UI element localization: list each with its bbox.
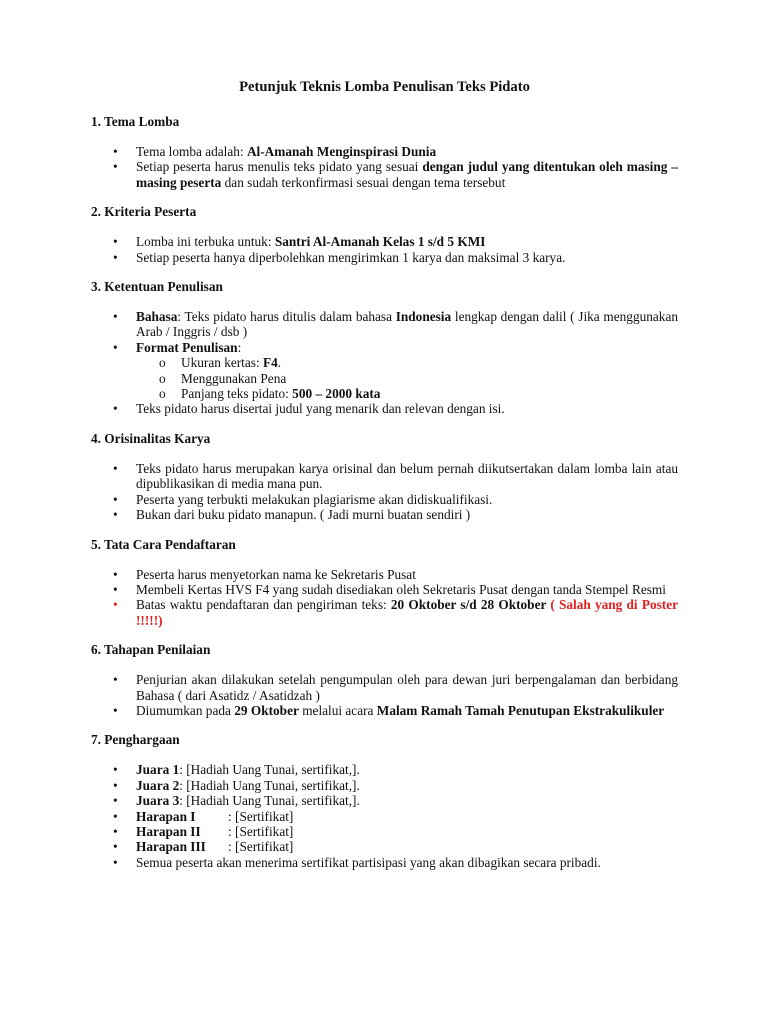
list-item: • Peserta harus menyetorkan nama ke Sekretaris Pusat [91,567,678,582]
announcement-date: 29 Oktober [234,702,299,718]
list-item: • Membeli Kertas HVS F4 yang sudah disediakan oleh Sekretaris Pusat dengan tanda Stempel Resmi [91,582,678,597]
list-item: • Harapan II : [Sertifikat] [91,824,678,839]
list-item: • Tema lomba adalah: Al-Amanah Menginspirasi Dunia [91,144,678,159]
list-item: • Bukan dari buku pidato manapun. ( Jadi murni buatan sendiri ) [91,507,678,522]
list-item: • Format Penulisan: o Ukuran kertas: F4. o Menggunakan Pena o Panjang teks pidato: 500 – 2000 kata [91,340,678,402]
sub-list-item: o Ukuran kertas: F4. [136,355,678,370]
theme-name: Al-Amanah Menginspirasi Dunia [246,144,437,159]
poster-correction-note: ( Salah yang di Poster !!!!!) [136,597,678,628]
pendaftaran-list [91,567,678,629]
section-heading-tema: 1. Tema Lomba [91,114,180,129]
list-item: • Harapan I : [Sertifikat] [91,809,678,824]
list-item: • Batas waktu pendaftaran dan pengiriman teks: 20 Oktober s/d 28 Oktober ( Salah yang di Poster !!!!!) [91,597,678,628]
format-sublist [136,355,678,401]
orisinalitas-list [91,461,678,523]
list-item: • Juara 1: [Hadiah Uang Tunai, sertifikat,]. [91,762,678,777]
list-item: • Peserta yang terbukti melakukan plagiarisme akan didiskualifikasi. [91,492,678,507]
list-item: • Penjurian akan dilakukan setelah pengumpulan oleh para dewan juri berpengalaman dan berbidang Bahasa ( dari Asatidz / Asatidzah ) [91,672,678,703]
kriteria-list [91,234,678,265]
list-item: • Diumumkan pada 29 Oktober melalui acara Malam Ramah Tamah Penutupan Ekstrakulikuler [91,703,678,718]
sub-list-item: o Panjang teks pidato: 500 – 2000 kata [136,386,678,401]
list-item: • Bahasa: Teks pidato harus ditulis dalam bahasa Indonesia lengkap dengan dalil ( Jika menggunakan Arab / Inggris / dsb ) [91,309,678,340]
list-item: • Lomba ini terbuka untuk: Santri Al-Amanah Kelas 1 s/d 5 KMI [91,234,678,249]
list-item: • Juara 3: [Hadiah Uang Tunai, sertifikat,]. [91,793,678,808]
section-heading-penilaian: 6. Tahapan Penilaian [91,642,211,658]
list-item: • Harapan III : [Sertifikat] [91,839,678,854]
list-item: • Setiap peserta hanya diperbolehkan mengirimkan 1 karya dan maksimal 3 karya. [91,250,678,265]
penilaian-list [91,672,678,718]
section-heading-orisinalitas: 4. Orisinalitas Karya [91,430,211,446]
ketentuan-list [91,309,678,417]
document-page [91,78,678,884]
section-heading-ketentuan: 3. Ketentuan Penulisan [91,279,223,295]
section-heading-kriteria: 2. Kriteria Peserta [91,204,197,220]
section-heading-penghargaan: 7. Penghargaan [91,732,180,748]
list-item: • Juara 2: [Hadiah Uang Tunai, sertifikat,]. [91,778,678,793]
list-item: • Setiap peserta harus menulis teks pidato yang sesuai dengan judul yang ditentukan oleh masing – masing peserta dan sudah terkonfirmasi sesuai dengan tema tersebut [91,159,678,190]
sub-list-item: o Menggunakan Pena [136,371,678,386]
list-item: • Semua peserta akan menerima sertifikat partisipasi yang akan dibagikan secara pribadi. [91,855,678,870]
section-heading-pendaftaran: 5. Tata Cara Pendaftaran [91,536,236,552]
list-item: • Teks pidato harus disertai judul yang menarik dan relevan dengan isi. [91,401,678,416]
tema-list [91,144,678,190]
document-title: Petunjuk Teknis Lomba Penulisan Teks Pidato [239,79,530,95]
list-item: • Teks pidato harus merupakan karya orisinal dan belum pernah diikutsertakan dalam lomba lain atau dipublikasikan di media mana pun. [91,461,678,492]
registration-deadline: 20 Oktober s/d 28 Oktober [390,597,547,613]
penghargaan-list [91,762,678,870]
